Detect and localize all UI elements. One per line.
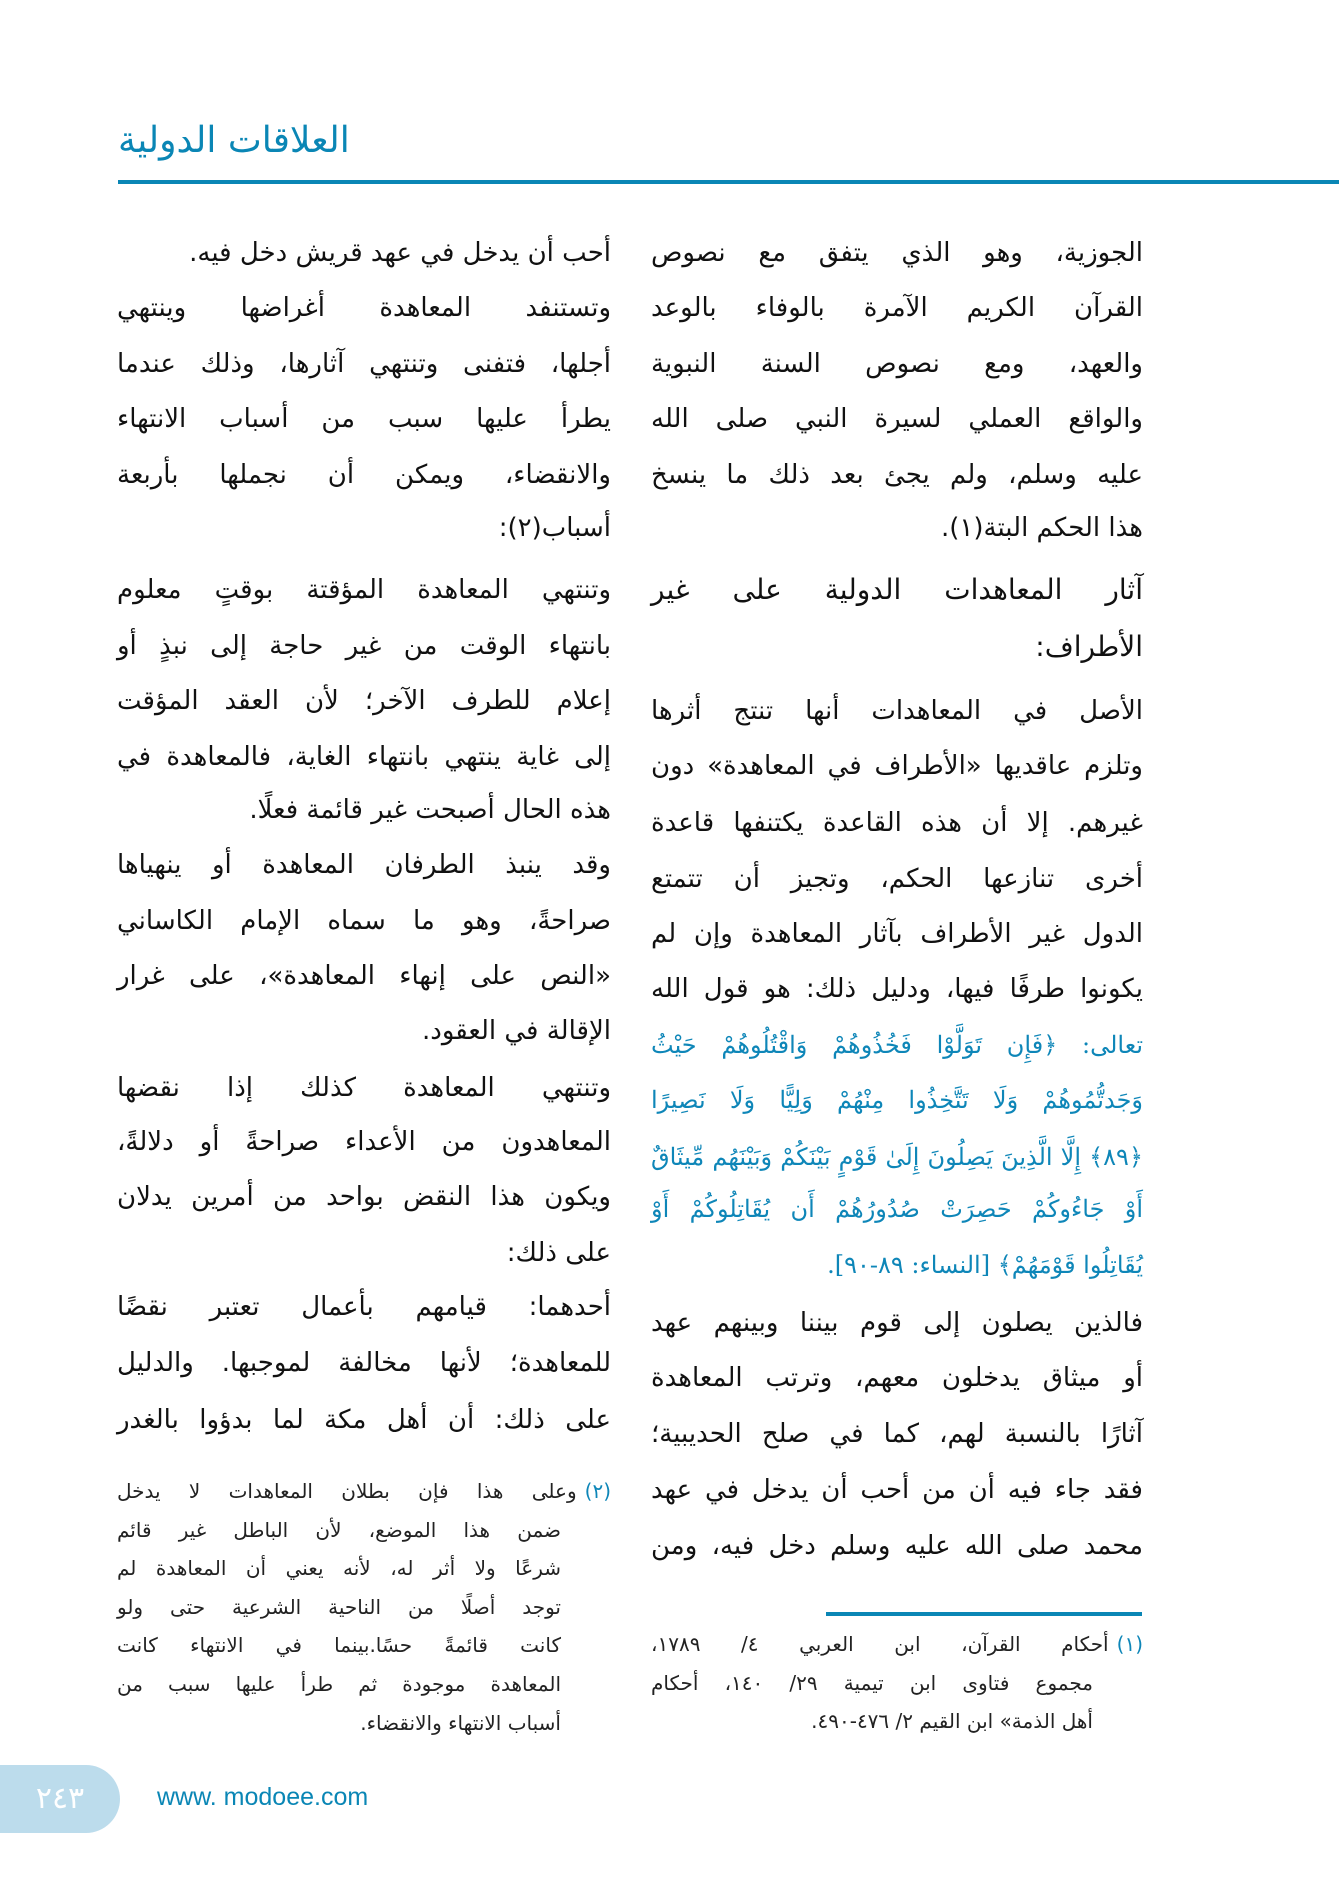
text-line: أجلها، فتفنى وتنتهي آثارها، وذلك عندما [117,349,611,379]
footnote-line: كانت قائمةً حسًا.بينما في الانتهاء كانت [117,1633,561,1658]
text-line: وتلزم عاقديها «الأطراف في المعاهدة» دون [651,751,1143,781]
footnote-separator [826,1612,1142,1616]
footnote-line [651,1625,1143,1663]
book-title: العلاقات الدولية [118,120,350,161]
quran-verse-line: أَوْ جَاءُوكُمْ حَصِرَتْ صُدُورُهُمْ أَن يُقَاتِلُوكُمْ أَوْ [651,1195,1143,1223]
text-line: صراحةً، وهو ما سماه الإمام الكاساني [117,906,611,936]
text-line: الجوزية، وهو الذي يتفق مع نصوص [651,238,1143,268]
footnote-line [117,1472,611,1510]
text-line: للمعاهدة؛ لأنها مخالفة لموجبها. والدليل [117,1348,611,1378]
text-line: أخرى تنازعها الحكم، وتجيز أن تتمتع [651,864,1143,894]
page-number: ٢٤٣ [0,1765,120,1833]
text-line: أسباب(٢): [498,513,611,543]
text-line: على ذلك: أن أهل مكة لما بدؤوا بالغدر [117,1405,611,1435]
quran-verse-line: ﴿٨٩﴾ إِلَّا الَّذِينَ يَصِلُونَ إِلَىٰ قَوْمٍ بَيْنَكُمْ وَبَيْنَهُم مِّيثَاقٌ [651,1143,1143,1171]
footnote-line: أهل الذمة» ابن القيم ٢/ ٤٧٦-٤٩٠. [811,1709,1093,1734]
text-line: محمد صلى الله عليه وسلم دخل فيه، ومن [651,1531,1143,1561]
text-line: إعلام للطرف الآخر؛ لأن العقد المؤقت [117,686,611,716]
text-line: آثارًا بالنسبة لهم، كما في صلح الحديبية؛ [651,1419,1143,1449]
text-line: إلى غاية ينتهي بانتهاء الغاية، فالمعاهدة في [117,742,611,772]
text-line: يطرأ عليها سبب من أسباب الانتهاء [117,404,611,434]
text-line: والواقع العملي لسيرة النبي صلى الله [651,404,1143,434]
footnote-line: شرعًا ولا أثر له، لأنه يعني أن المعاهدة لم [117,1556,561,1581]
website-link[interactable]: www. modoee.com [157,1783,369,1811]
footnote-text: وعلى هذا فإن بطلان المعاهدات لا يدخل [117,1479,577,1503]
header-rule [118,180,1339,184]
quran-verse-line: وَجَدتُّمُوهُمْ وَلَا تَتَّخِذُوا مِنْهُمْ وَلِيًّا وَلَا نَصِيرًا [651,1086,1143,1114]
text-line: فقد جاء فيه أن من أحب أن يدخل في عهد [651,1475,1143,1505]
text-line: أو ميثاق يدخلون معهم، وترتب المعاهدة [651,1363,1143,1393]
quran-verse-line: يُقَاتِلُوا قَوْمَهُمْ﴾ [النساء: ٨٩-٩٠]. [827,1251,1143,1279]
text-line: وتنتهي المعاهدة كذلك إذا نقضها [117,1073,611,1103]
text-line: الإقالة في العقود. [421,1016,611,1046]
text-line: «النص على إنهاء المعاهدة»، على غرار [117,961,611,991]
text-line: أحدهما: قيامهم بأعمال تعتبر نقضًا [117,1292,611,1322]
footnote-number: (١) [1116,1632,1143,1656]
text-line: القرآن الكريم الآمرة بالوفاء بالوعد [651,293,1143,323]
text-line: وتستنفد المعاهدة أغراضها وينتهي [117,293,611,323]
text-line: غيرهم. إلا أن هذه القاعدة يكتنفها قاعدة [651,808,1143,838]
footnote-line: توجد أصلًا من الناحية الشرعية حتى ولو [117,1594,561,1619]
section-heading: الأطراف: [1035,630,1143,663]
text-line: المعاهدون من الأعداء صراحةً أو دلالةً، [117,1127,611,1157]
text-line: عليه وسلم، ولم يجئ بعد ذلك ما ينسخ [651,460,1143,490]
text-line: وتنتهي المعاهدة المؤقتة بوقتٍ معلوم [117,575,611,605]
text-line: ويكون هذا النقض بواحد من أمرين يدلان [117,1182,611,1212]
quran-verse-line: تعالى: ﴿فَإِن تَوَلَّوْا فَخُذُوهُمْ وَاقْتُلُوهُمْ حَيْثُ [651,1031,1143,1059]
text-line: الأصل في المعاهدات أنها تنتج أثرها [651,696,1143,726]
text-line: أحب أن يدخل في عهد قريش دخل فيه. [189,238,611,268]
section-heading: آثار المعاهدات الدولية على غير [651,573,1143,606]
text-line: فالذين يصلون إلى قوم بيننا وبينهم عهد [651,1308,1143,1338]
footnote-text: أحكام القرآن، ابن العربي ٤/ ١٧٨٩، [651,1632,1109,1656]
footnote-line: أسباب الانتهاء والانقضاء. [360,1710,561,1735]
text-line: الدول غير الأطراف بآثار المعاهدة وإن لم [651,919,1143,949]
text-line: هذا الحكم البتة(١). [940,513,1143,543]
text-line: وقد ينبذ الطرفان المعاهدة أو ينهياها [117,850,611,880]
footnote-line: المعاهدة موجودة ثم طرأ عليها سبب من [117,1672,561,1696]
footnote-number: (٢) [584,1479,611,1503]
text-line: والعهد، ومع نصوص السنة النبوية [651,349,1143,379]
text-line: يكونوا طرفًا فيها، ودليل ذلك: هو قول الله [651,974,1143,1004]
footnote-line: ضمن هذا الموضع، لأن الباطل غير قائم [117,1517,561,1542]
text-line: والانقضاء، ويمكن أن نجملها بأربعة [117,460,611,490]
text-line: على ذلك: [506,1238,611,1268]
footnote-line: مجموع فتاوى ابن تيمية ٢٩/ ١٤٠، أحكام [651,1670,1093,1695]
text-line: هذه الحال أصبحت غير قائمة فعلًا. [249,795,611,825]
text-line: بانتهاء الوقت من غير حاجة إلى نبذٍ أو [117,631,611,661]
